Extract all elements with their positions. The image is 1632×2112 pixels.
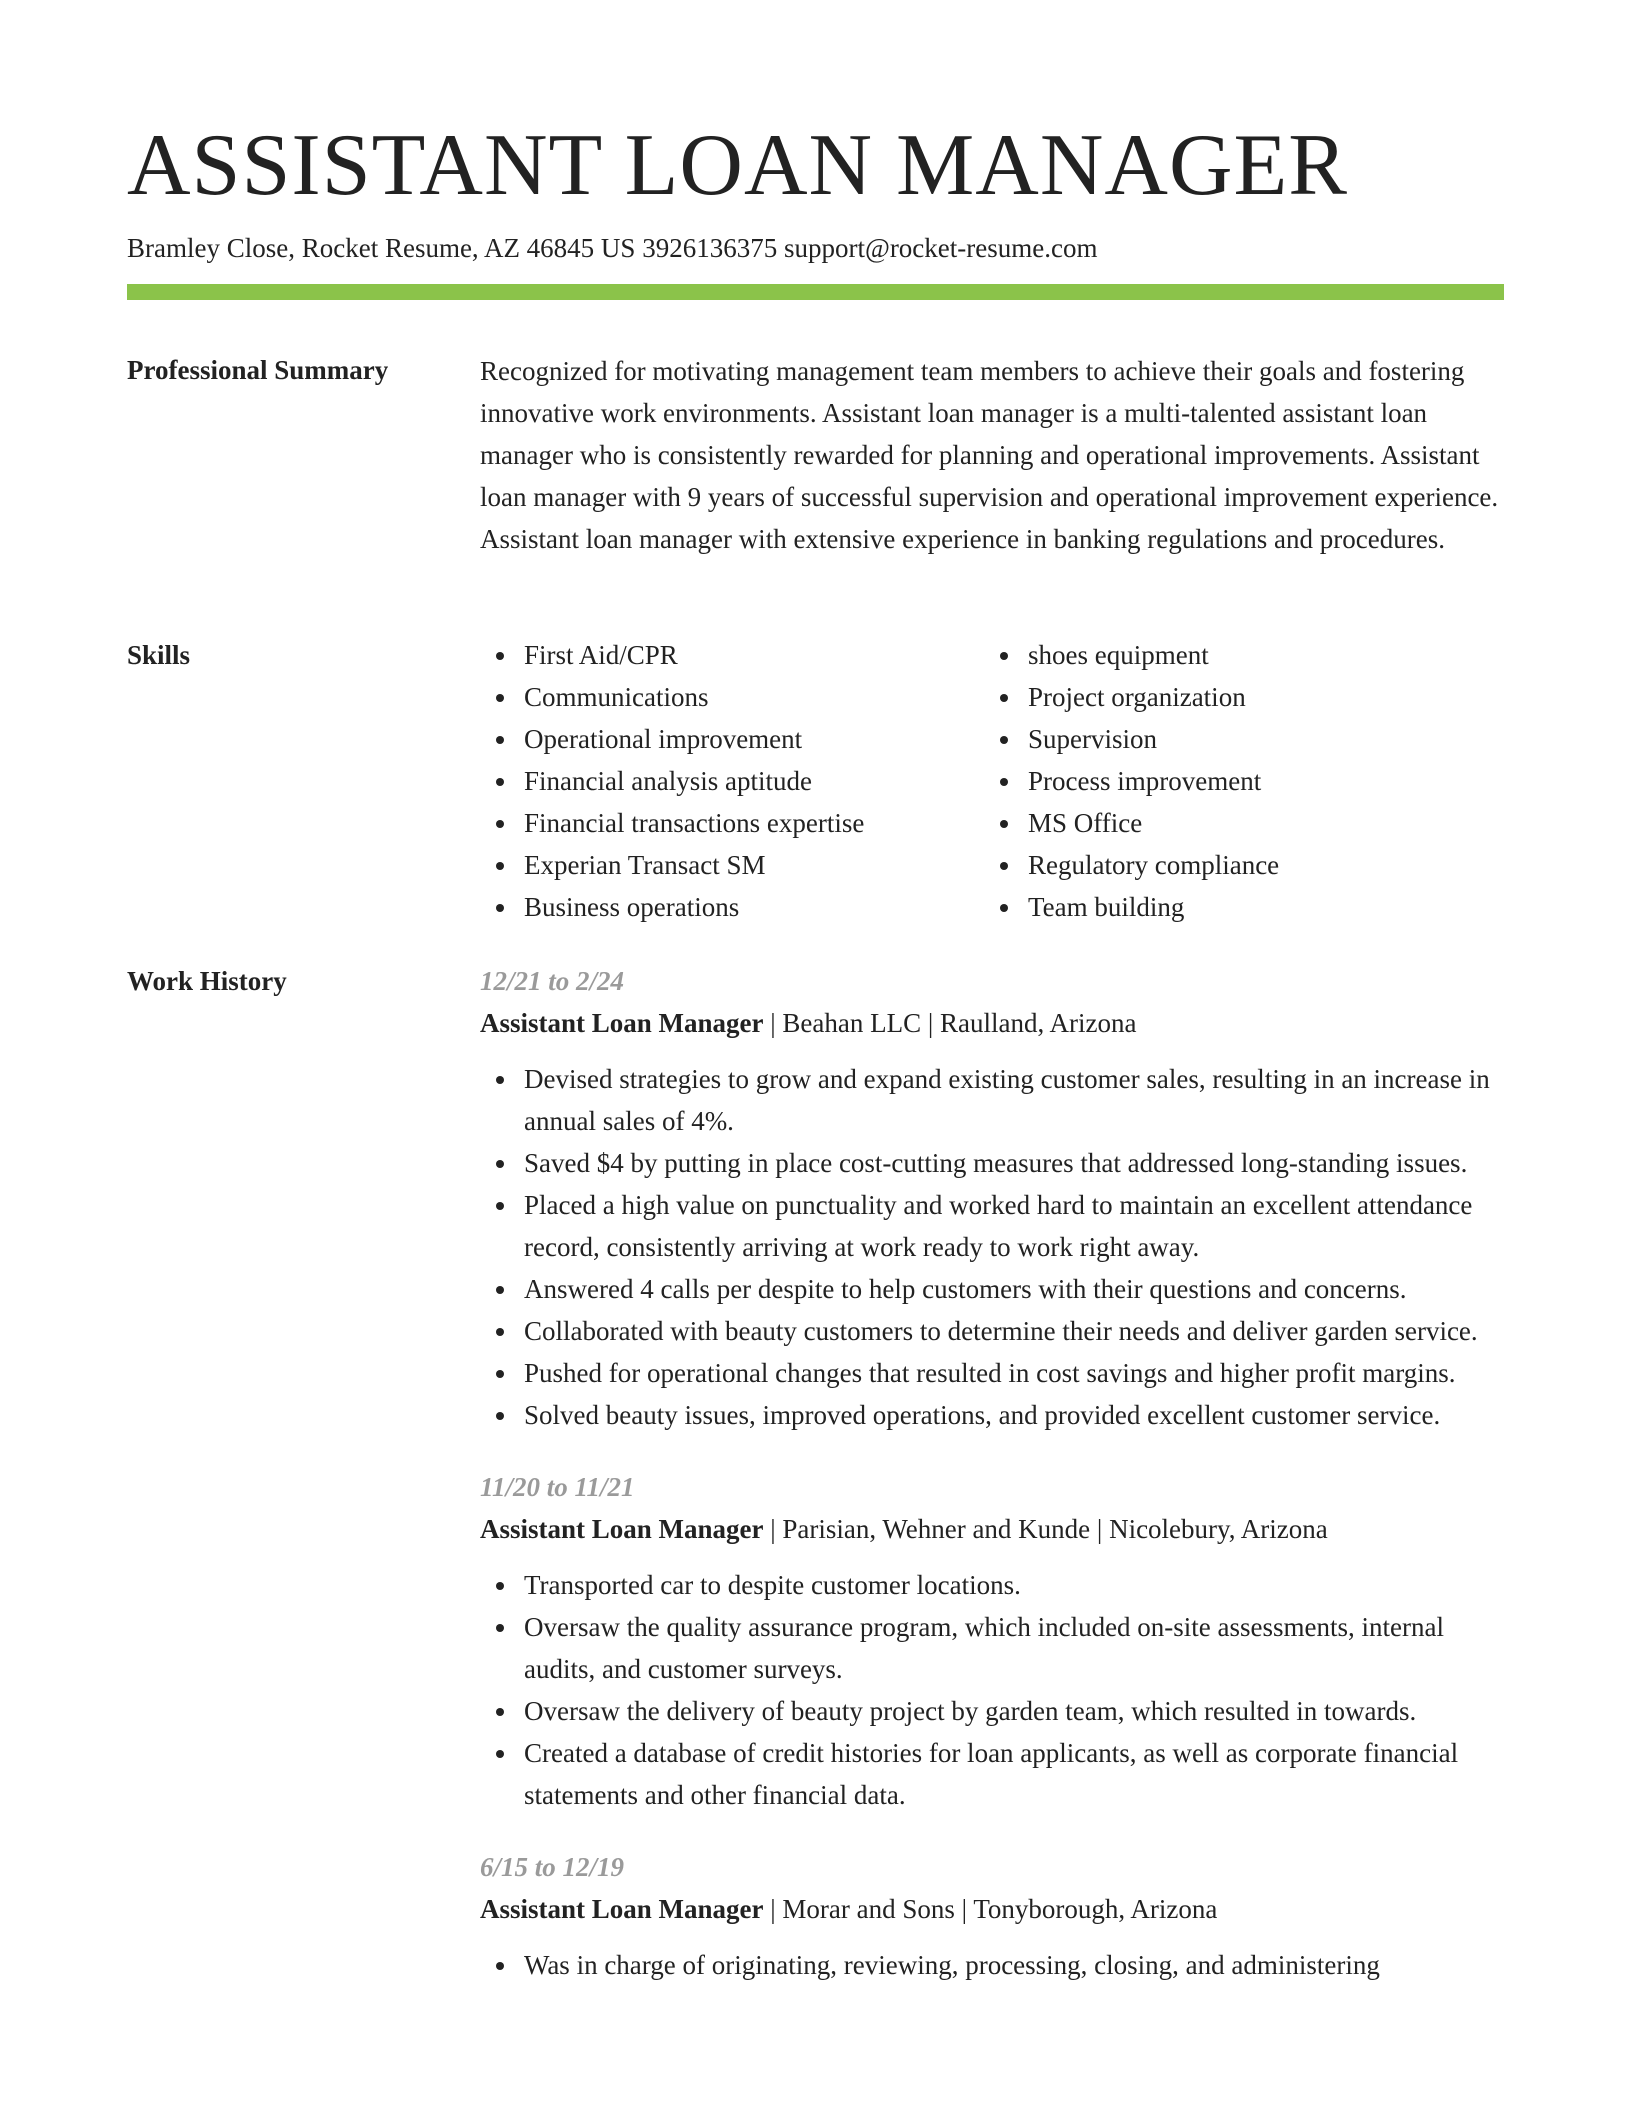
section-label-skills: Skills [127,640,191,670]
skill-item: Supervision [984,718,1279,760]
skill-item: Financial analysis aptitude [480,760,864,802]
job-company-location: | Parisian, Wehner and Kunde | Nicolebury, Arizona [763,1514,1328,1544]
skill-item: First Aid/CPR [480,634,864,676]
skill-item: shoes equipment [984,634,1279,676]
skill-item: Regulatory compliance [984,844,1279,886]
job-heading [480,1002,1504,1044]
section-label-work-history: Work History [127,966,287,996]
job-bullet: Answered 4 calls per despite to help customers with their questions and concerns. [480,1268,1504,1310]
job-bullets [480,1944,1504,1986]
contact-line: Bramley Close, Rocket Resume, AZ 46845 US 3926136375 support@rocket-resume.com [127,233,1098,263]
work-history [480,960,1504,2016]
job-bullet: Transported car to despite customer locations. [480,1564,1504,1606]
skill-item: Business operations [480,886,864,928]
skill-item: MS Office [984,802,1279,844]
job-title: Assistant Loan Manager [480,1008,764,1038]
skill-item: Project organization [984,676,1279,718]
job-bullet: Collaborated with beauty customers to determine their needs and deliver garden service. [480,1310,1504,1352]
section-label-summary: Professional Summary [127,355,389,385]
job-bullet: Pushed for operational changes that resulted in cost savings and higher profit margins. [480,1352,1504,1394]
job-dates: 6/15 to 12/19 [480,1852,625,1882]
job-bullet: Oversaw the delivery of beauty project by garden team, which resulted in towards. [480,1690,1504,1732]
job-bullet: Created a database of credit histories for loan applicants, as well as corporate financial statements and other financial data. [480,1732,1504,1816]
job-entry [480,1466,1504,1816]
skill-item: Team building [984,886,1279,928]
job-company-location: | Beahan LLC | Raulland, Arizona [763,1008,1137,1038]
skill-item: Experian Transact SM [480,844,864,886]
job-bullet: Oversaw the quality assurance program, which included on-site assessments, internal audits, and customer surveys. [480,1606,1504,1690]
skill-item: Communications [480,676,864,718]
job-title: Assistant Loan Manager [480,1514,764,1544]
resume-name: ASSISTANT LOAN MANAGER [127,117,1348,214]
job-bullets [480,1058,1504,1436]
skill-item: Financial transactions expertise [480,802,864,844]
job-bullets [480,1564,1504,1816]
job-title: Assistant Loan Manager [480,1894,764,1924]
job-bullet: Placed a high value on punctuality and worked hard to maintain an excellent attendance record, consistently arriving at work ready to work right away. [480,1184,1504,1268]
job-bullet: Devised strategies to grow and expand existing customer sales, resulting in an increase in annual sales of 4%. [480,1058,1504,1142]
job-bullet: Was in charge of originating, reviewing, processing, closing, and administering [480,1944,1504,1986]
skills-list-right [984,634,1279,928]
job-bullet: Solved beauty issues, improved operations, and provided excellent customer service. [480,1394,1504,1436]
header-divider [127,284,1504,300]
job-entry [480,1846,1504,1986]
skill-item: Operational improvement [480,718,864,760]
job-company-location: | Morar and Sons | Tonyborough, Arizona [763,1894,1218,1924]
summary-text: Recognized for motivating management team members to achieve their goals and fostering innovative work environments. Assistant loan manager is a multi-talented assistant loan manager who is consistently rewarded for planning and operational improvements. Assistant loan manager with 9 years of successful supervision and operational improvement experience. Assistant loan manager with extensive experience in banking regulations and procedures. [480,356,1499,554]
skills-list-left [480,634,864,928]
job-bullet: Saved $4 by putting in place cost-cutting measures that addressed long-standing issues. [480,1142,1504,1184]
job-heading [480,1888,1504,1930]
job-dates: 11/20 to 11/21 [480,1472,635,1502]
job-heading [480,1508,1504,1550]
job-entry [480,960,1504,1436]
skill-item: Process improvement [984,760,1279,802]
job-dates: 12/21 to 2/24 [480,966,625,996]
